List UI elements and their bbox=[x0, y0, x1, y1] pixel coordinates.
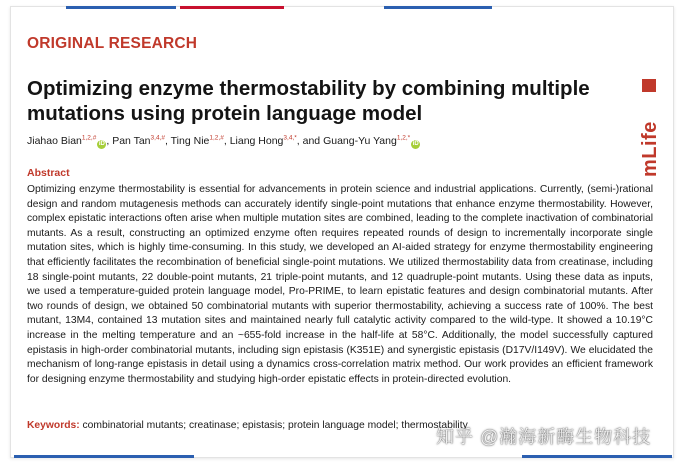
bottom-accent-bar-left bbox=[14, 455, 194, 458]
journal-logo bbox=[638, 79, 660, 177]
logo-accent-block bbox=[642, 79, 656, 92]
top-accent-bar-blue-right bbox=[384, 6, 492, 9]
author-list: Jiahao Bian$^{1,2,\#}$iD , Pan Tan$^{3,4,\#}$, Ting Nie$^{1,2,\#}$, Liang Hong$^{3,4,*}$, and Guang-Yu Yang$^{1,2,*}$iD bbox=[27, 134, 419, 147]
journal-logo-text: mLife bbox=[639, 121, 661, 177]
author[interactable]: Liang Hong$^{3,4,*}$ bbox=[229, 134, 297, 147]
author[interactable]: Ting Nie$^{1,2,\#}$ bbox=[170, 134, 224, 147]
abstract-heading: Abstract bbox=[27, 167, 70, 179]
keywords-text: combinatorial mutants; creatinase; epistasis; protein language model; thermostability bbox=[82, 420, 468, 431]
bottom-accent-bar-right bbox=[522, 455, 672, 458]
top-accent-bar-blue bbox=[66, 6, 176, 9]
orcid-icon[interactable]: iD bbox=[98, 141, 105, 147]
author[interactable]: Guang-Yu Yang$^{1,2,*}$iD bbox=[323, 134, 419, 147]
author[interactable]: Jiahao Bian$^{1,2,\#}$iD bbox=[27, 134, 105, 147]
top-accent-bar-red bbox=[180, 6, 284, 9]
article-title: Optimizing enzyme thermostability by combining multiple mutations using protein language model bbox=[27, 77, 590, 125]
author[interactable]: Pan Tan$^{3,4,\#}$ bbox=[112, 134, 165, 147]
section-label: ORIGINAL RESEARCH bbox=[27, 35, 198, 52]
abstract-text: Optimizing enzyme thermostability is essential for advancements in protein science and industrial applications. Currently, (semi-)rational design and random mutagenesis methods can accurately identify single-point mutations that enhance enzyme thermostability. However, complex epistatic interactions often arise when multiple mutation sites are combined, leading to the complete inactivation of combinatorial mutants. As a result, constructing an optimized enzyme often requires repeated rounds of design to incrementally incorporate single mutation sites, which is highly time-consuming. In this study, we developed an AI-aided strategy for enzyme thermostability engineering that efficiently facilitates the recombination of beneficial single-point mutations. We utilized thermostability data from creatinase, including 18 single-point mutants, 22 double-point mutants, 21 triple-point mutants, and 12 quadruple-point mutants. Using these data as inputs, we used a temperature-guided protein language model, Pro-PRIME, to learn epistatic features and design combinatorial mutants. After two rounds of design, we obtained 50 combinatorial mutants with superior thermostability, achieving a success rate of 100%. The best mutant, 13M4, contained 13 mutation sites and maintained nearly full catalytic activity compared to the wild-type. It showed a 10.19°C increase in the melting temperature and an ~655-fold increase in the half-life at 58°C. Additionally, the model successfully captured epistasis in high-order combinatorial mutants, including sign epistasis (K351E) and synergistic epistasis (D17V/I149V). We elucidated the mechanism of long-range epistasis in detail using a dynamics cross-correlation matrix method. Our work provides an efficient framework for designing enzyme thermostability and studying high-order epistatic effects in protein-directed evolution. bbox=[27, 184, 653, 385]
orcid-icon[interactable]: iD bbox=[412, 141, 419, 147]
keywords-label: Keywords: bbox=[27, 420, 80, 431]
zhihu-watermark: 知乎 @瀚海新酶生物科技 bbox=[436, 427, 652, 447]
